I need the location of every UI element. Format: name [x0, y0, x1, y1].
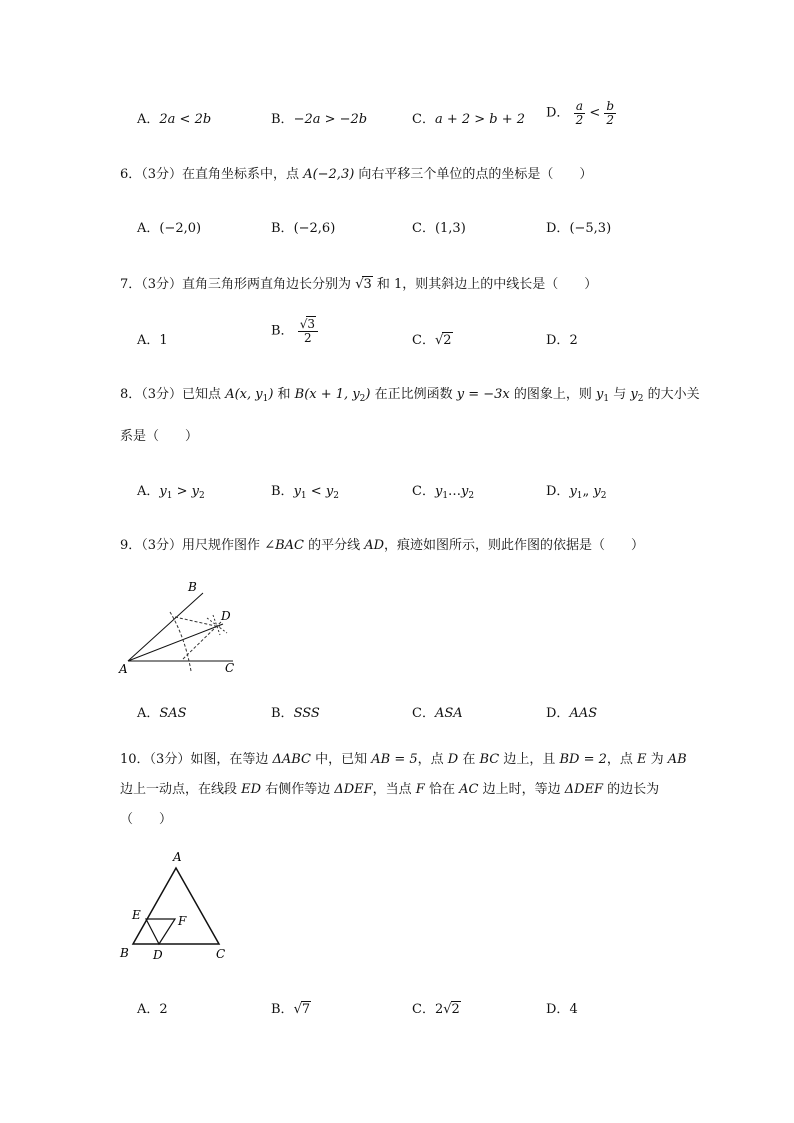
- fraction: $\frac{a}{2}$: [575, 99, 584, 127]
- q9-option-d[interactable]: D．AAS: [546, 706, 598, 721]
- label-d: D: [153, 948, 163, 962]
- q10-stem-line1: 10．（3分）如图，在等边 ΔABC 中，已知 AB = 5，点 D 在 BC 边上，且 BD = 2，点 E 为 AB: [120, 752, 687, 767]
- q9-figure: [115, 575, 245, 680]
- q5-option-a[interactable]: A．2a < 2b: [137, 112, 212, 127]
- q7-option-d[interactable]: D．2: [546, 333, 578, 348]
- q9-option-c[interactable]: C．ASA: [412, 706, 463, 721]
- q7-option-a[interactable]: A．1: [137, 333, 168, 348]
- q9-option-b[interactable]: B．SSS: [271, 706, 320, 721]
- q8-stem-line2: 系是（ ）: [120, 429, 199, 444]
- q6-option-b[interactable]: B．(−2,6): [271, 221, 336, 236]
- q10-option-b[interactable]: B．√7: [271, 1002, 311, 1017]
- label-b: B: [188, 580, 197, 594]
- q8-option-c[interactable]: C．$y_1\dots y_2$: [412, 484, 475, 501]
- q9-stem: 9．（3分）用尺规作图作 ∠BAC 的平分线 AD，痕迹如图所示，则此作图的依据是（ ）: [120, 538, 645, 553]
- q7-option-c[interactable]: C．√2: [412, 333, 452, 348]
- q8-option-d[interactable]: D．$y_1„$ $y_2$: [546, 484, 607, 501]
- q8-stem-line1: 8．（3分）已知点 A(x, $y_1$) 和 B(x + 1, $y_2$) 在正比例函数 y = −3x 的图象上，则 $y_1$ 与 $y_2$ 的大小关: [120, 387, 700, 404]
- fraction: $\frac{b}{2}$: [606, 99, 615, 127]
- label-a: A: [119, 662, 128, 676]
- label-b: B: [120, 946, 129, 960]
- q6-option-c[interactable]: C．(1,3): [412, 221, 466, 236]
- q6-stem: 6．（3分）在直角坐标系中，点 A(−2,3) 向右平移三个单位的点的坐标是（ ）: [120, 167, 593, 182]
- label-f: F: [178, 914, 187, 928]
- q6-option-d[interactable]: D．(−5,3): [546, 221, 612, 236]
- q10-figure: [115, 848, 235, 963]
- q10-option-c[interactable]: C．2√2: [412, 1002, 460, 1017]
- label-d: D: [221, 609, 231, 623]
- q10-option-a[interactable]: A．2: [137, 1002, 168, 1017]
- q7-option-b[interactable]: B． $\frac{√3}{2}$: [271, 318, 318, 344]
- label-c: C: [216, 947, 226, 961]
- q10-option-d[interactable]: D．4: [546, 1002, 578, 1017]
- label-a: A: [173, 850, 182, 864]
- q5-option-b[interactable]: B．−2a > −2b: [271, 112, 368, 127]
- q6-option-a[interactable]: A．(−2,0): [137, 221, 202, 236]
- q9-option-a[interactable]: A．SAS: [137, 706, 187, 721]
- label-c: C: [225, 661, 235, 675]
- label-e: E: [132, 908, 141, 922]
- sqrt-expression: √3: [355, 277, 372, 292]
- q5-option-d[interactable]: D． $\frac{a}{2}$ < $\frac{b}{2}$: [546, 99, 615, 127]
- q7-stem: 7．（3分）直角三角形两直角边长分别为 √3 和 1，则其斜边上的中线长是（ ）: [120, 277, 598, 292]
- q10-stem-line2: 边上一动点，在线段 ED 右侧作等边 ΔDEF，当点 F 恰在 AC 边上时，等边 ΔDEF 的边长为: [120, 782, 660, 797]
- q5-option-c[interactable]: C．a + 2 > b + 2: [412, 112, 526, 127]
- fraction: $\frac{√3}{2}$: [298, 318, 318, 344]
- q10-stem-line3: （ ）: [120, 812, 173, 827]
- q8-option-b[interactable]: B．$y_1 < y_2$: [271, 484, 339, 501]
- q8-option-a[interactable]: A．$y_1 > y_2$: [137, 484, 205, 501]
